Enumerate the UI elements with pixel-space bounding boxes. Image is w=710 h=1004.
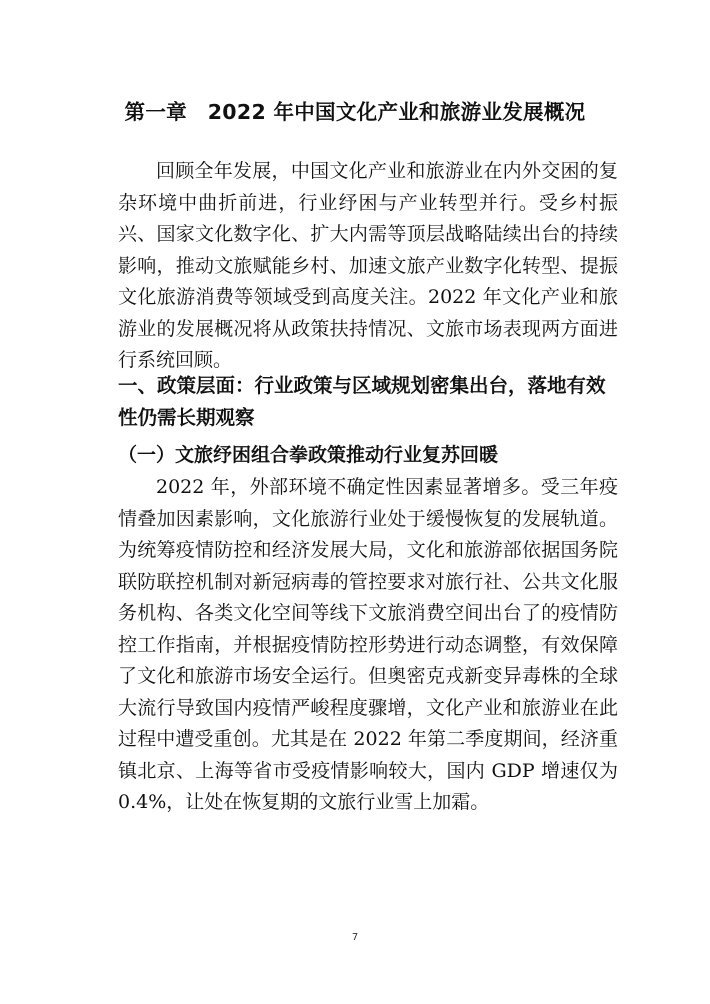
body-paragraph: 2022 年，外部环境不确定性因素显著增多。受三年疫情叠加因素影响，文化旅游行业处于缓慢恢复的发展轨道。为统筹疫情防控和经济发展大局，文化和旅游部依据国务院联防联控机制对新冠病毒的管控要求对旅行社、公共文化服务机构、各类文化空间等线下文旅消费空间出台了的疫情防控工作指南，并根据疫情防控形势进行动态调整，有效保障了文化和旅游市场安全运行。但奥密克戎新变异毒株的全球大流行导致国内疫情严峻程度骤增，文化产业和旅游业在此过程中遭受重创。尤其是在 2022 年第二季度期间，经济重镇北京、上海等省市受疫情影响较大，国内 GDP 增速仅为 0.4%，让处在恢复期的文旅行业雪上加霜。	[118, 476, 618, 813]
subsection-heading: （一）文旅纾困组合拳政策推动行业复苏回暖	[118, 444, 499, 466]
chapter-title: 第一章 2022 年中国文化产业和旅游业发展概况	[124, 100, 586, 124]
section-heading: 一、政策层面：行业政策与区域规划密集出台，落地有效性仍需长期观察	[118, 374, 606, 429]
intro-paragraph: 回顾全年发展，中国文化产业和旅游业在内外交困的复杂环境中曲折前进，行业纾困与产业转型并行。受乡村振兴、国家文化数字化、扩大内需等顶层战略陆续出台的持续影响，推动文旅赋能乡村、加速文旅产业数字化转型、提振文化旅游消费等领域受到高度关注。2022 年文化产业和旅游业的发展概况将从政策扶持情况、文旅市场表现两方面进行系统回顾。	[118, 160, 618, 371]
page-number: 7	[351, 932, 359, 943]
